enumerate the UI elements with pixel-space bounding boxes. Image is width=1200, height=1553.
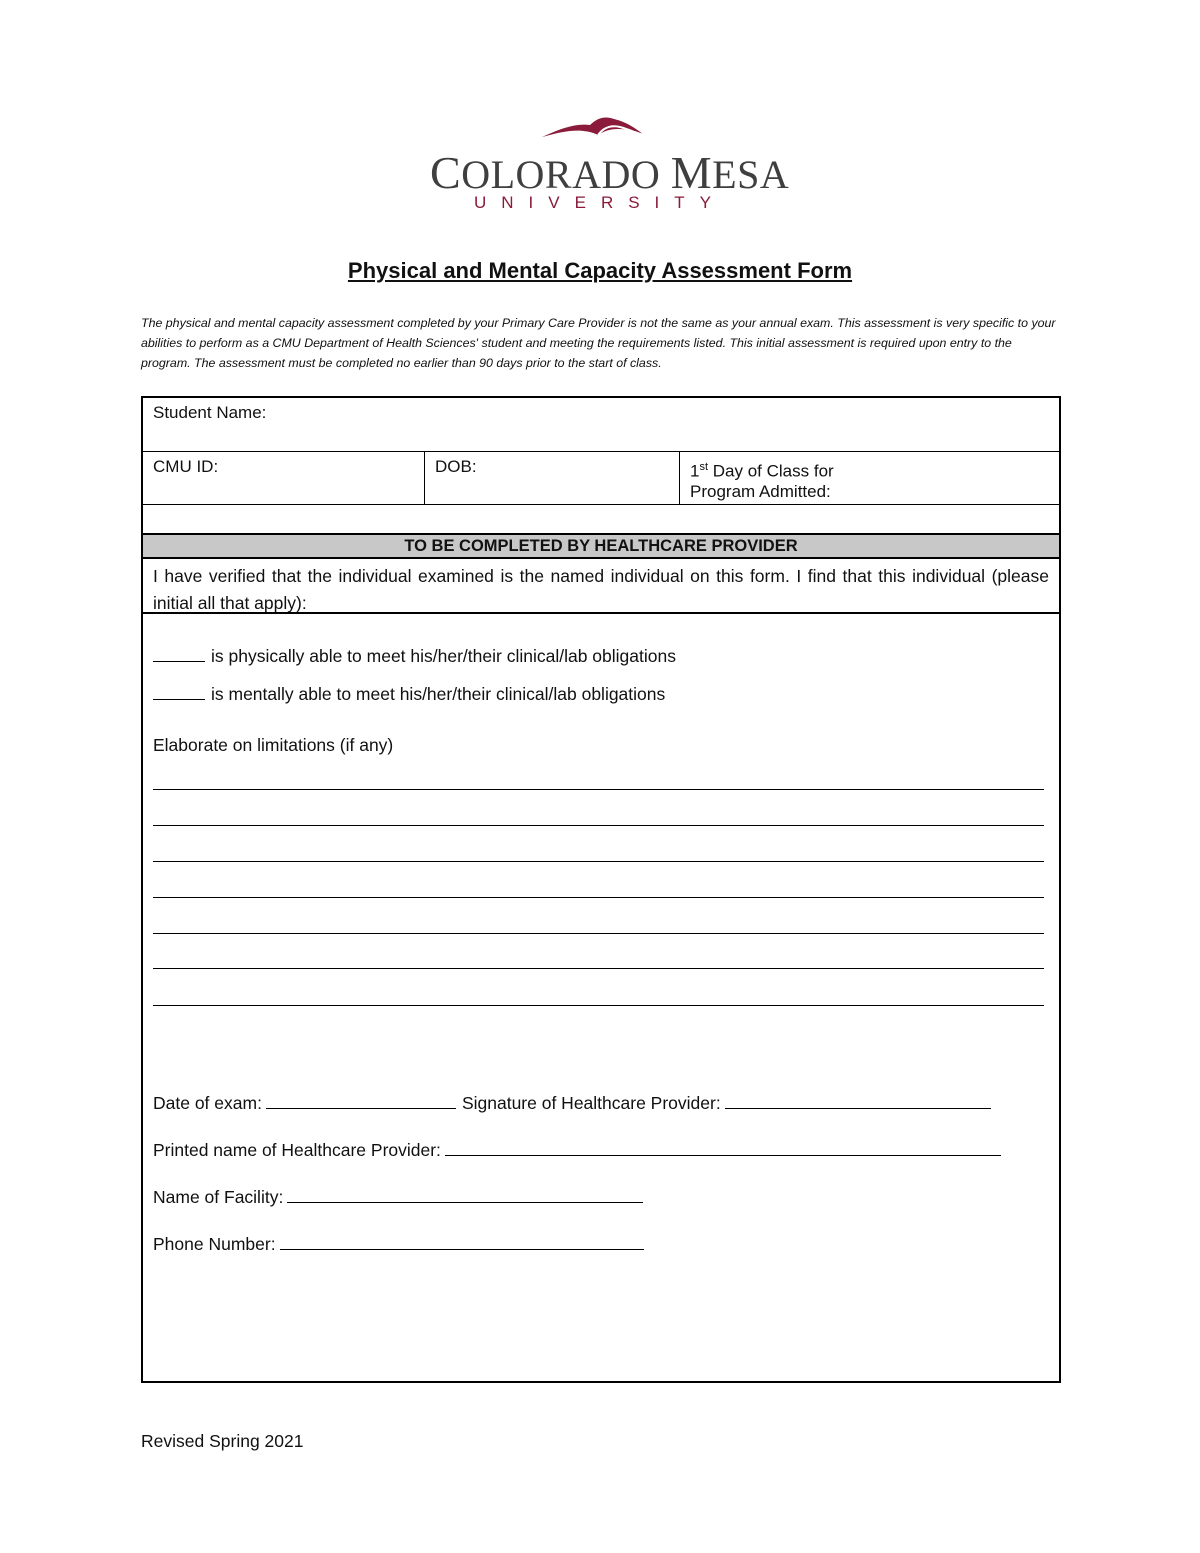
cmu-id-field[interactable] <box>143 452 424 504</box>
facility-label: Name of Facility: <box>153 1187 284 1207</box>
printed-name-row <box>153 1137 1001 1162</box>
cmu-id-label: CMU ID: <box>153 457 219 476</box>
signature-label: Signature of Healthcare Provider: <box>461 1093 721 1113</box>
student-name-label: Student Name: <box>153 403 267 422</box>
date-signature-row <box>153 1090 991 1115</box>
mental-ability-text: is mentally able to meet his/her/their clinical/lab obligations <box>211 684 666 704</box>
physical-ability-text: is physically able to meet his/her/their clinical/lab obligations <box>211 646 676 666</box>
intro-paragraph: The physical and mental capacity assessment completed by your Primary Care Provider is not the same as your annual exam. This assessment is very specific to your abilities to perform as a CMU Department of Health Sciences' student and meeting the requirements listed. This initial assessment is required upon entry to the program. The assessment must be completed no earlier than 90 days prior to the start of class. <box>141 316 1056 370</box>
dob-label: DOB: <box>435 457 477 476</box>
limitations-line[interactable] <box>153 861 1044 862</box>
phone-label: Phone Number: <box>153 1234 276 1254</box>
mountain-icon <box>540 115 660 145</box>
logo-subtitle: UNIVERSITY <box>473 193 727 212</box>
limitations-line[interactable] <box>153 789 1044 790</box>
limitations-line[interactable] <box>153 968 1044 969</box>
id-dob-row <box>143 452 1059 505</box>
first-day-label: 1st Day of Class for <box>690 461 834 481</box>
date-of-exam-label: Date of exam: <box>153 1093 262 1113</box>
limitations-line[interactable] <box>153 1005 1044 1006</box>
physical-ability-row <box>153 643 676 668</box>
printed-name-label: Printed name of Healthcare Provider: <box>153 1140 441 1160</box>
divider <box>143 612 1059 614</box>
signature-field[interactable] <box>725 1090 991 1109</box>
student-name-row[interactable] <box>143 398 1059 452</box>
logo-wordmark: COLORADO MESA <box>430 147 790 198</box>
printed-name-field[interactable] <box>445 1137 1001 1156</box>
limitations-line[interactable] <box>153 825 1044 826</box>
first-day-field[interactable] <box>680 452 1059 504</box>
facility-row <box>153 1184 649 1209</box>
dob-field[interactable] <box>425 452 679 504</box>
phone-row <box>153 1231 650 1256</box>
university-logo <box>430 115 790 220</box>
section-header: TO BE COMPLETED BY HEALTHCARE PROVIDER <box>143 533 1059 559</box>
revision-footer: Revised Spring 2021 <box>141 1431 304 1451</box>
assessment-form <box>141 396 1061 1383</box>
program-admitted-label: Program Admitted: <box>690 482 831 501</box>
spacer-row <box>143 505 1059 533</box>
elaborate-label: Elaborate on limitations (if any) <box>153 735 394 755</box>
form-title: Physical and Mental Capacity Assessment Form <box>347 258 853 283</box>
verification-statement: I have verified that the individual examined is the named individual on this form. I find that this individual (please initial all that apply): <box>153 566 1049 613</box>
facility-field[interactable] <box>287 1184 643 1203</box>
limitations-line[interactable] <box>153 897 1044 898</box>
date-of-exam-field[interactable] <box>266 1090 456 1109</box>
mental-initial-field[interactable] <box>153 681 205 700</box>
physical-initial-field[interactable] <box>153 643 205 662</box>
mental-ability-row <box>153 681 665 706</box>
phone-field[interactable] <box>280 1231 644 1250</box>
limitations-line[interactable] <box>153 933 1044 934</box>
